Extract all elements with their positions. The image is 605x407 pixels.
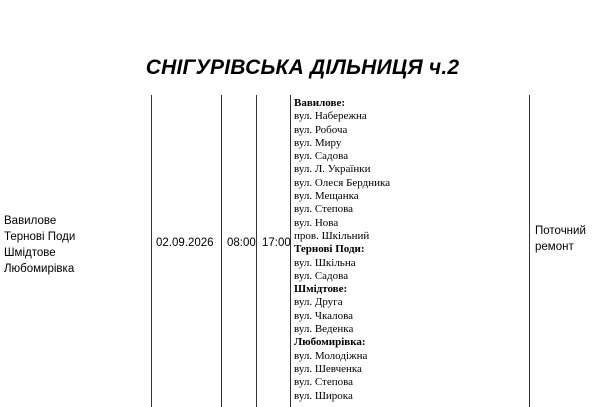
street-item: вул. Шевченка [294, 362, 362, 375]
street-item: вул. Робоча [294, 123, 348, 136]
start-time-cell: 08:00 [227, 237, 256, 249]
street-item: вул. Мещанка [294, 190, 359, 203]
street-item: вул. Шкільна [294, 256, 356, 269]
street-item: вул. Садова [294, 269, 349, 282]
street-item: вул. Миру [294, 136, 342, 149]
work-type-cell: Поточний ремонт [535, 225, 586, 253]
outage-table [0, 95, 605, 407]
villages-cell [4, 213, 144, 277]
street-group-heading: Вавилове: [294, 97, 345, 109]
street-group-heading: Любомирівка: [294, 336, 366, 349]
street-item: вул. Веденка [294, 323, 354, 336]
street-group-heading: Шмідтове: [294, 283, 348, 296]
street-item: вул. Друга [294, 296, 343, 309]
street-item: вул. Степова [294, 203, 354, 216]
street-item: пров. Шкільний [294, 229, 370, 242]
street-item: вул. Набережна [294, 110, 367, 123]
village-name: Вавилове [4, 215, 57, 227]
streets-cell [294, 97, 530, 403]
village-name: Любомирівка [4, 263, 75, 275]
street-item: вул. Чкалова [294, 309, 354, 322]
village-name: Шмідтове [4, 247, 56, 259]
street-item: вул. Л. Українки [294, 163, 371, 176]
street-item: вул. Садова [294, 150, 349, 163]
street-item: вул. Молодіжна [294, 349, 368, 362]
column-divider [221, 95, 222, 407]
column-divider [256, 95, 257, 407]
end-time-cell: 17:00 [262, 237, 291, 249]
column-divider [151, 95, 152, 407]
date-cell: 02.09.2026 [156, 237, 214, 249]
street-group-heading: Тернові Поди: [294, 243, 365, 256]
street-item: вул. Олеся Бердника [294, 176, 391, 189]
column-divider [290, 95, 291, 407]
street-item: вул. Степова [294, 376, 354, 389]
street-item: вул. Широка [294, 389, 353, 402]
village-name: Тернові Поди [4, 231, 76, 243]
page-title: СНІГУРІВСЬКА ДІЛЬНИЦЯ ч.2 [145, 56, 460, 79]
street-item: вул. Нова [294, 216, 339, 229]
